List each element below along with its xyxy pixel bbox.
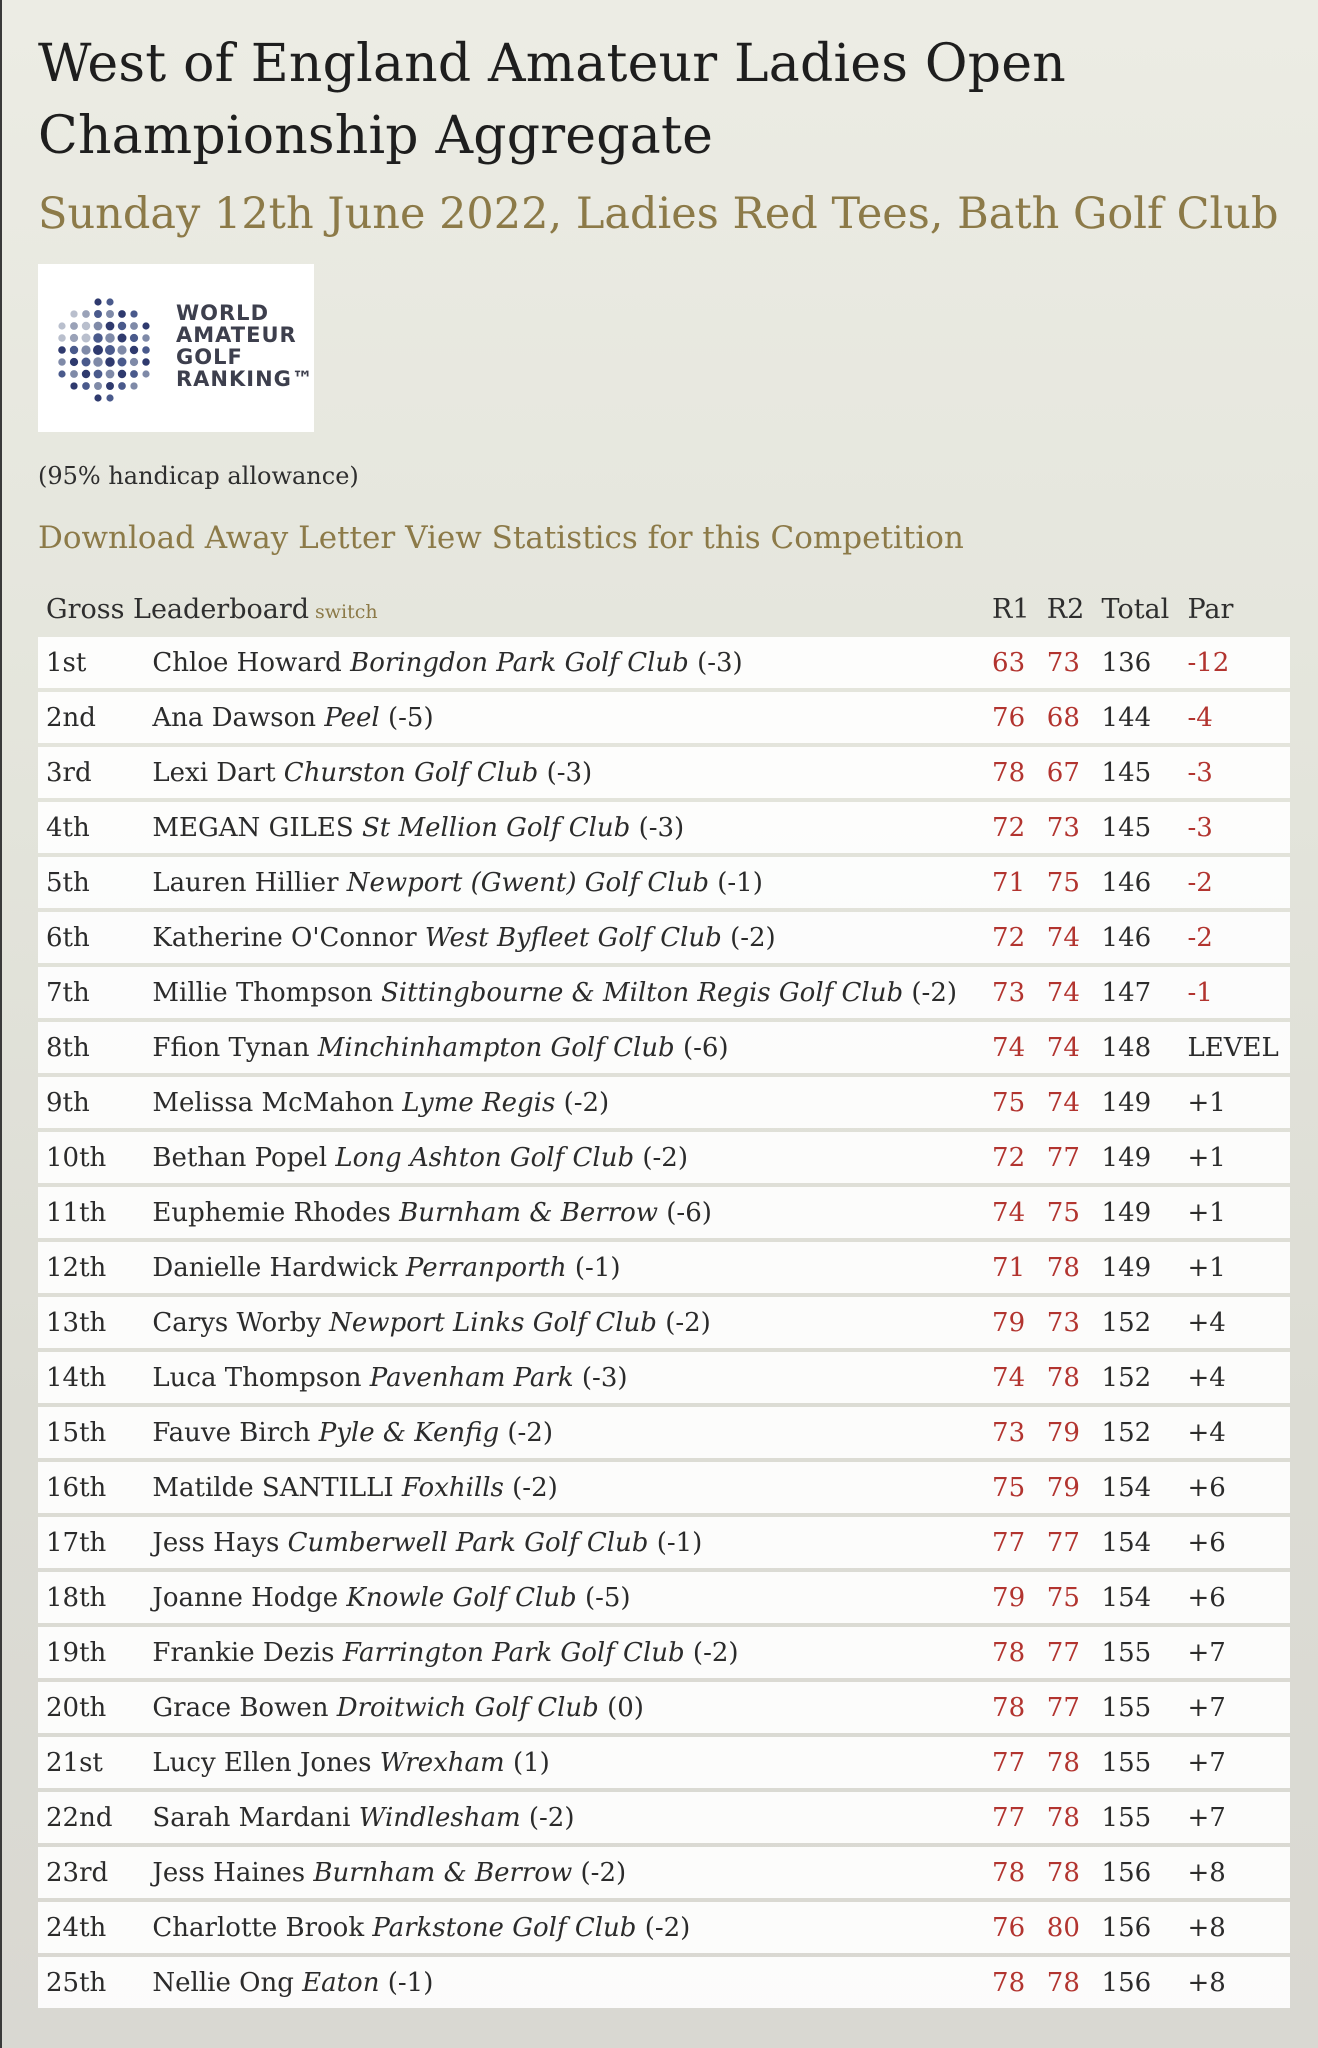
position-cell: 23rd: [38, 1847, 144, 1898]
col-header-par: Par: [1187, 594, 1234, 625]
player-club: Eaton: [302, 1967, 380, 1998]
par-score: +1: [1179, 1187, 1290, 1238]
player-handicap: (-5): [388, 702, 434, 733]
par-score: +7: [1179, 1792, 1290, 1843]
table-row: [38, 1682, 1290, 1733]
round-2-score: 74: [1039, 967, 1094, 1018]
player-name: Frankie Dezis: [152, 1637, 335, 1668]
par-score: +1: [1179, 1077, 1290, 1128]
col-header-total: Total: [1101, 594, 1170, 625]
player-handicap: (-1): [717, 867, 763, 898]
round-2-score: 77: [1039, 1132, 1094, 1183]
position-cell: 8th: [38, 1022, 144, 1073]
round-2-score: 78: [1039, 1847, 1094, 1898]
position-cell: 9th: [38, 1077, 144, 1128]
round-2-score: 77: [1039, 1682, 1094, 1733]
player-name: Melissa McMahon: [152, 1087, 394, 1118]
round-2-score: 79: [1039, 1407, 1094, 1458]
player-handicap: (-2): [692, 1637, 739, 1668]
player-cell: [144, 912, 984, 963]
player-handicap: (-6): [682, 1032, 729, 1063]
position-cell: 13th: [38, 1297, 144, 1348]
position-cell: 5th: [38, 857, 144, 908]
table-row: [38, 1627, 1290, 1678]
player-cell: [144, 1902, 984, 1953]
round-1-score: 76: [984, 692, 1039, 743]
table-row: [38, 1462, 1290, 1513]
logo-wordmark: [176, 302, 314, 390]
round-1-score: 79: [984, 1297, 1039, 1348]
table-row: [38, 1792, 1290, 1843]
player-handicap: (-2): [512, 1472, 558, 1503]
par-score: +4: [1179, 1407, 1290, 1458]
position-cell: 17th: [38, 1517, 144, 1568]
player-cell: [144, 1847, 984, 1898]
col-header-r1: R1: [992, 594, 1030, 625]
position-cell: 14th: [38, 1352, 144, 1403]
player-handicap: (-2): [580, 1857, 627, 1888]
round-2-score: 80: [1039, 1902, 1094, 1953]
round-1-score: 74: [984, 1352, 1039, 1403]
position-cell: 19th: [38, 1627, 144, 1678]
player-handicap: (-3): [546, 757, 593, 788]
player-name: Sarah Mardani: [152, 1802, 351, 1833]
par-score: LEVEL: [1179, 1022, 1290, 1073]
table-row: [38, 802, 1290, 853]
page-content: [38, 28, 1290, 2012]
player-handicap: (-2): [665, 1307, 711, 1338]
round-1-score: 73: [984, 967, 1039, 1018]
player-club: Perranporth: [405, 1252, 567, 1283]
player-handicap: (-1): [574, 1252, 621, 1283]
player-club: Foxhills: [401, 1472, 504, 1503]
player-club: Droitwich Golf Club: [336, 1692, 599, 1723]
position-cell: 24th: [38, 1902, 144, 1953]
wagr-logo: [38, 264, 314, 432]
round-1-score: 78: [984, 1627, 1039, 1678]
total-score: 154: [1094, 1572, 1180, 1623]
total-score: 145: [1094, 747, 1180, 798]
logo-line-3: GOLF: [176, 345, 243, 369]
player-handicap: (-2): [642, 1142, 688, 1173]
player-name: Ana Dawson: [152, 702, 317, 733]
player-club: Boringdon Park Golf Club: [350, 647, 689, 678]
player-club: Wrexham: [379, 1747, 505, 1778]
player-handicap: (-2): [528, 1802, 575, 1833]
round-2-score: 78: [1039, 1792, 1094, 1843]
player-cell: [144, 747, 984, 798]
total-score: 156: [1094, 1902, 1180, 1953]
par-score: -2: [1179, 857, 1290, 908]
view-statistics-link[interactable]: View Statistics for this Competition: [405, 520, 964, 556]
table-row: [38, 1297, 1290, 1348]
par-score: +1: [1179, 1132, 1290, 1183]
position-cell: 7th: [38, 967, 144, 1018]
total-score: 155: [1094, 1737, 1180, 1788]
player-handicap: (-6): [666, 1197, 712, 1228]
logo-line-2: AMATEUR: [176, 323, 297, 347]
logo-line-1: WORLD: [176, 301, 269, 325]
position-cell: 22nd: [38, 1792, 144, 1843]
par-score: +6: [1179, 1572, 1290, 1623]
player-cell: [144, 1242, 984, 1293]
player-club: Cumberwell Park Golf Club: [287, 1527, 649, 1558]
table-row: [38, 1957, 1290, 2008]
round-1-score: 77: [984, 1517, 1039, 1568]
par-score: -3: [1179, 802, 1290, 853]
table-row: [38, 1077, 1290, 1128]
player-cell: [144, 1957, 984, 2008]
par-score: +4: [1179, 1297, 1290, 1348]
total-score: 149: [1094, 1242, 1180, 1293]
round-2-score: 79: [1039, 1462, 1094, 1513]
player-club: Pavenham Park: [369, 1362, 574, 1393]
round-1-score: 78: [984, 1957, 1039, 2008]
table-row: [38, 1187, 1290, 1238]
player-club: West Byfleet Golf Club: [424, 922, 722, 953]
round-1-score: 75: [984, 1077, 1039, 1128]
player-name: Euphemie Rhodes: [152, 1197, 391, 1228]
player-club: Pyle & Kenfig: [318, 1417, 500, 1448]
round-1-score: 63: [984, 637, 1039, 688]
player-club: Long Ashton Golf Club: [335, 1142, 635, 1173]
player-handicap: (-2): [730, 922, 776, 953]
leaderboard-title: [38, 588, 984, 633]
total-score: 156: [1094, 1957, 1180, 2008]
golf-ball-icon: [48, 294, 160, 406]
player-handicap: (-1): [387, 1967, 434, 1998]
player-handicap: (-3): [638, 812, 685, 843]
round-1-score: 78: [984, 747, 1039, 798]
table-row: [38, 747, 1290, 798]
total-score: 148: [1094, 1022, 1180, 1073]
player-club: Burnham & Berrow: [313, 1857, 573, 1888]
par-score: +1: [1179, 1242, 1290, 1293]
player-name: Charlotte Brook: [152, 1912, 365, 1943]
total-score: 146: [1094, 912, 1180, 963]
par-score: +7: [1179, 1737, 1290, 1788]
player-name: Katherine O'Connor: [152, 922, 417, 953]
switch-leaderboard-link[interactable]: switch: [315, 601, 378, 623]
total-score: 152: [1094, 1297, 1180, 1348]
player-club: Sittingbourne & Milton Regis Golf Club: [381, 977, 904, 1008]
player-handicap: (-1): [656, 1527, 703, 1558]
player-name: Jess Haines: [152, 1857, 306, 1888]
table-row: [38, 1517, 1290, 1568]
round-2-score: 78: [1039, 1352, 1094, 1403]
total-score: 144: [1094, 692, 1180, 743]
player-cell: [144, 1737, 984, 1788]
total-score: 152: [1094, 1352, 1180, 1403]
round-2-score: 78: [1039, 1957, 1094, 2008]
round-1-score: 72: [984, 912, 1039, 963]
round-2-score: 77: [1039, 1627, 1094, 1678]
table-row: [38, 1242, 1290, 1293]
player-handicap: (-2): [507, 1417, 553, 1448]
player-handicap: (1): [512, 1747, 550, 1778]
round-1-score: 79: [984, 1572, 1039, 1623]
round-1-score: 78: [984, 1847, 1039, 1898]
round-2-score: 78: [1039, 1737, 1094, 1788]
leaderboard-title-text: Gross Leaderboard: [46, 594, 310, 625]
position-cell: 4th: [38, 802, 144, 853]
round-1-score: 71: [984, 857, 1039, 908]
player-club: Minchinhampton Golf Club: [317, 1032, 675, 1063]
event-subtitle: Sunday 12th June 2022, Ladies Red Tees, Bath Golf Club: [38, 189, 1279, 239]
total-score: 154: [1094, 1517, 1180, 1568]
par-score: -3: [1179, 747, 1290, 798]
player-club: Newport (Gwent) Golf Club: [346, 867, 709, 898]
leaderboard-table: [38, 584, 1290, 2012]
player-name: Ffion Tynan: [152, 1032, 310, 1063]
player-name: Lucy Ellen Jones: [152, 1747, 372, 1778]
player-club: Knowle Golf Club: [346, 1582, 577, 1613]
total-score: 145: [1094, 802, 1180, 853]
logo-line-4: RANKING™: [176, 367, 314, 391]
position-cell: 21st: [38, 1737, 144, 1788]
player-handicap: (0): [607, 1692, 644, 1723]
player-club: Parkstone Golf Club: [372, 1912, 637, 1943]
table-row: [38, 1572, 1290, 1623]
title-line-1: West of England Amateur Ladies Open: [38, 34, 1066, 94]
player-name: Luca Thompson: [152, 1362, 362, 1393]
player-cell: [144, 857, 984, 908]
player-name: Chloe Howard: [152, 647, 342, 678]
position-cell: 10th: [38, 1132, 144, 1183]
position-cell: 12th: [38, 1242, 144, 1293]
player-cell: [144, 692, 984, 743]
round-2-score: 74: [1039, 1077, 1094, 1128]
player-club: Newport Links Golf Club: [329, 1307, 657, 1338]
table-row: [38, 857, 1290, 908]
player-club: Burnham & Berrow: [399, 1197, 658, 1228]
handicap-allowance: (95% handicap allowance): [38, 462, 359, 490]
table-row: [38, 1407, 1290, 1458]
player-club: Churston Golf Club: [283, 757, 539, 788]
player-cell: [144, 802, 984, 853]
par-score: +6: [1179, 1462, 1290, 1513]
player-name: Lexi Dart: [152, 757, 276, 788]
player-cell: [144, 1297, 984, 1348]
player-name: Lauren Hillier: [152, 867, 339, 898]
player-club: Windlesham: [358, 1802, 521, 1833]
position-cell: 16th: [38, 1462, 144, 1513]
title-line-2: Championship Aggregate: [38, 106, 714, 166]
total-score: 155: [1094, 1682, 1180, 1733]
table-row: [38, 637, 1290, 688]
player-cell: [144, 1682, 984, 1733]
player-name: Nellie Ong: [152, 1967, 294, 1998]
par-score: -4: [1179, 692, 1290, 743]
player-name: Millie Thompson: [152, 977, 373, 1008]
table-row: [38, 1902, 1290, 1953]
position-cell: 6th: [38, 912, 144, 963]
par-score: +6: [1179, 1517, 1290, 1568]
position-cell: 11th: [38, 1187, 144, 1238]
round-1-score: 72: [984, 1132, 1039, 1183]
leaderboard-header-row: [38, 588, 1290, 633]
player-cell: [144, 1407, 984, 1458]
round-2-score: 78: [1039, 1242, 1094, 1293]
round-2-score: 73: [1039, 637, 1094, 688]
player-handicap: (-5): [584, 1582, 631, 1613]
par-score: +8: [1179, 1902, 1290, 1953]
player-handicap: (-2): [644, 1912, 691, 1943]
round-2-score: 67: [1039, 747, 1094, 798]
player-cell: [144, 1462, 984, 1513]
par-score: +8: [1179, 1957, 1290, 2008]
round-2-score: 74: [1039, 1022, 1094, 1073]
player-cell: [144, 637, 984, 688]
player-name: Jess Hays: [152, 1527, 280, 1558]
player-name: Bethan Popel: [152, 1142, 328, 1173]
player-club: Lyme Regis: [402, 1087, 556, 1118]
leaderboard-body: [38, 637, 1290, 2008]
round-1-score: 74: [984, 1187, 1039, 1238]
player-cell: [144, 1132, 984, 1183]
round-2-score: 74: [1039, 912, 1094, 963]
player-name: Joanne Hodge: [152, 1582, 339, 1613]
player-name: MEGAN GILES: [152, 812, 354, 843]
player-cell: [144, 1352, 984, 1403]
player-cell: [144, 967, 984, 1018]
par-score: +7: [1179, 1682, 1290, 1733]
player-club: Farrington Park Golf Club: [342, 1637, 685, 1668]
table-row: [38, 1132, 1290, 1183]
player-cell: [144, 1572, 984, 1623]
player-name: Matilde SANTILLI: [152, 1472, 394, 1503]
player-name: Danielle Hardwick: [152, 1252, 398, 1283]
round-1-score: 78: [984, 1682, 1039, 1733]
par-score: -2: [1179, 912, 1290, 963]
round-1-score: 77: [984, 1792, 1039, 1843]
total-score: 146: [1094, 857, 1180, 908]
position-cell: 15th: [38, 1407, 144, 1458]
round-1-score: 77: [984, 1737, 1039, 1788]
position-cell: 3rd: [38, 747, 144, 798]
player-cell: [144, 1022, 984, 1073]
total-score: 154: [1094, 1462, 1180, 1513]
table-row: [38, 912, 1290, 963]
round-2-score: 73: [1039, 1297, 1094, 1348]
player-name: Grace Bowen: [152, 1692, 329, 1723]
player-handicap: (-3): [697, 647, 743, 678]
total-score: 147: [1094, 967, 1180, 1018]
player-handicap: (-3): [581, 1362, 628, 1393]
round-1-score: 75: [984, 1462, 1039, 1513]
position-cell: 1st: [38, 637, 144, 688]
round-1-score: 73: [984, 1407, 1039, 1458]
total-score: 149: [1094, 1132, 1180, 1183]
position-cell: 2nd: [38, 692, 144, 743]
player-club: St Mellion Golf Club: [361, 812, 631, 843]
total-score: 156: [1094, 1847, 1180, 1898]
par-score: +7: [1179, 1627, 1290, 1678]
table-row: [38, 967, 1290, 1018]
player-handicap: (-2): [563, 1087, 610, 1118]
col-header-r2: R2: [1046, 594, 1085, 625]
par-score: -12: [1179, 637, 1290, 688]
left-border: [0, 0, 2, 2048]
round-2-score: 68: [1039, 692, 1094, 743]
par-score: +8: [1179, 1847, 1290, 1898]
total-score: 155: [1094, 1792, 1180, 1843]
round-2-score: 75: [1039, 1572, 1094, 1623]
table-row: [38, 1352, 1290, 1403]
download-away-letter-link[interactable]: Download Away Letter: [38, 520, 396, 556]
round-1-score: 71: [984, 1242, 1039, 1293]
total-score: 149: [1094, 1187, 1180, 1238]
position-cell: 18th: [38, 1572, 144, 1623]
table-row: [38, 692, 1290, 743]
round-1-score: 72: [984, 802, 1039, 853]
player-club: Peel: [324, 702, 380, 733]
round-1-score: 74: [984, 1022, 1039, 1073]
page-title: [38, 28, 1290, 172]
table-row: [38, 1847, 1290, 1898]
player-cell: [144, 1517, 984, 1568]
player-cell: [144, 1792, 984, 1843]
round-2-score: 75: [1039, 857, 1094, 908]
player-name: Carys Worby: [152, 1307, 321, 1338]
table-row: [38, 1022, 1290, 1073]
round-2-score: 75: [1039, 1187, 1094, 1238]
position-cell: 25th: [38, 1957, 144, 2008]
player-cell: [144, 1627, 984, 1678]
player-cell: [144, 1077, 984, 1128]
competition-links: [38, 518, 1290, 558]
total-score: 136: [1094, 637, 1180, 688]
round-1-score: 76: [984, 1902, 1039, 1953]
total-score: 155: [1094, 1627, 1180, 1678]
round-2-score: 77: [1039, 1517, 1094, 1568]
player-cell: [144, 1187, 984, 1238]
total-score: 152: [1094, 1407, 1180, 1458]
player-handicap: (-2): [911, 977, 958, 1008]
par-score: -1: [1179, 967, 1290, 1018]
table-row: [38, 1737, 1290, 1788]
total-score: 149: [1094, 1077, 1180, 1128]
round-2-score: 73: [1039, 802, 1094, 853]
position-cell: 20th: [38, 1682, 144, 1733]
player-name: Fauve Birch: [152, 1417, 311, 1448]
par-score: +4: [1179, 1352, 1290, 1403]
